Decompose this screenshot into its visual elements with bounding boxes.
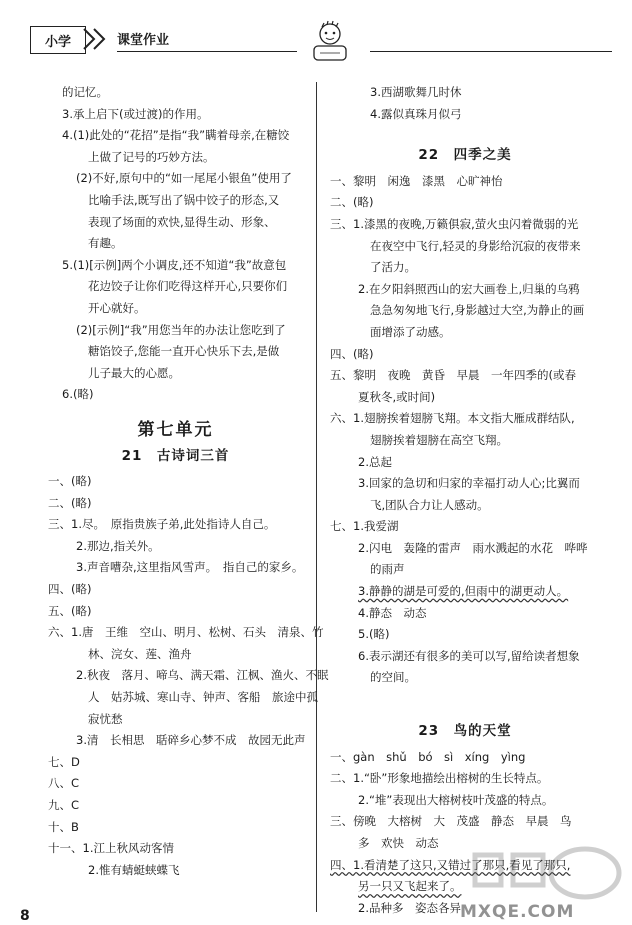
- answer-line: 六、1.唐 王维 空山、明月、松树、石头 清泉、竹: [48, 625, 324, 640]
- student-mascot-icon: [300, 20, 360, 64]
- answer-line: 四、(略): [330, 346, 374, 361]
- answer-line: 一、gàn shǔ bó sì xíng yìng: [330, 749, 526, 764]
- answer-line: 花边饺子让你们吃得这样开心,只要你们: [88, 279, 288, 294]
- answer-line: 2.惟有蜻蜓蛱蝶飞: [88, 862, 180, 877]
- answer-line: 三、傍晚 大榕树 大 茂盛 静态 早晨 鸟: [330, 814, 572, 829]
- underlined-answer: 3.静静的湖是可爱的,但雨中的湖更动人。: [358, 584, 569, 599]
- underlined-answer: 四、1.看清楚了这只,又错过了那只,看见了那只,: [330, 857, 571, 872]
- answer-line: 一、黎明 闲逸 漆黑 心旷神怡: [330, 173, 503, 188]
- answer-line: 3.承上启下(或过渡)的作用。: [62, 106, 209, 121]
- answer-line: 2.“堆”表现出大榕树枝叶茂盛的特点。: [358, 792, 554, 807]
- page-number: 8: [20, 908, 30, 924]
- watermark-text: MXQE.COM: [460, 902, 575, 922]
- answer-line: 人 姑苏城、寒山寺、钟声、客船 旅途中孤: [88, 690, 318, 705]
- underlined-answer: 另一只又飞起来了。: [358, 879, 462, 894]
- answer-line: 五、黎明 夜晚 黄昏 早晨 一年四季的(或春: [330, 368, 576, 383]
- answer-line: 面增添了动感。: [370, 324, 451, 339]
- answer-line: 二、(略): [330, 195, 374, 210]
- section-title: 23 鸟的天堂: [418, 723, 512, 740]
- answer-line: 十、B: [48, 819, 79, 834]
- answer-line: 糖馅饺子,您能一直开心快乐下去,是做: [88, 344, 280, 359]
- answer-line: 5.(略): [358, 627, 390, 642]
- answer-line: 一、(略): [48, 474, 92, 489]
- answer-line: 夏秋冬,或时间): [358, 389, 436, 404]
- section-title: 21 古诗词三首: [121, 447, 230, 464]
- answer-line: 六、1.翅膀挨着翅膀飞翔。本文指大雁成群结队,: [330, 411, 575, 426]
- answer-line: 4.静态 动态: [358, 605, 427, 620]
- answer-line: 表现了场面的欢快,显得生动、形象、: [88, 214, 276, 229]
- answer-line: 十一、1.江上秋风动客情: [48, 841, 174, 856]
- answer-line: 2.品种多 姿态各异: [358, 900, 461, 915]
- column-divider: [316, 82, 317, 912]
- answer-line: 2.总起: [358, 454, 392, 469]
- answer-line: 多 欢快 动态: [358, 836, 439, 850]
- answer-line: 五、(略): [48, 603, 92, 618]
- double-chevron-icon: [80, 26, 110, 52]
- answer-line: 的空间。: [370, 670, 416, 685]
- answer-line: 3.回家的急切和归家的幸福打动人心;比翼而: [358, 476, 580, 491]
- answer-line: 七、D: [48, 754, 80, 769]
- answer-line: (2)不好,原句中的“如一尾尾小银鱼”使用了: [76, 171, 292, 186]
- answer-line: 上做了记号的巧妙方法。: [88, 149, 215, 164]
- answer-line: 七、1.我爱湖: [330, 519, 399, 534]
- answer-line: 急急匆匆地飞行,身影越过大空,为静止的画: [370, 303, 585, 318]
- answer-line: 6.(略): [62, 387, 94, 402]
- answer-line: 九、C: [48, 798, 80, 812]
- answer-line: 儿子最大的心愿。: [88, 365, 180, 380]
- unit-title: 第七单元: [137, 419, 214, 440]
- left-column: [48, 82, 329, 881]
- answer-line: 3.清 长相思 聒碎乡心梦不成 故园无此声: [76, 733, 306, 748]
- header-rule-left: [117, 51, 297, 52]
- answer-line: 比喻手法,既写出了锅中饺子的形态,又: [88, 192, 280, 207]
- section-title: 22 四季之美: [418, 147, 512, 164]
- answer-line: 在夜空中飞行,轻灵的身影给沉寂的夜带来: [370, 238, 581, 253]
- answer-line: 二、(略): [48, 495, 92, 510]
- answer-line: [330, 581, 600, 603]
- answer-line: 2.闪电 轰隆的雷声 雨水溅起的水花 哗哗: [358, 540, 588, 555]
- answer-line: 翅膀挨着翅膀在高空飞翔。: [370, 432, 508, 447]
- answer-line: 林、浣女、莲、渔舟: [88, 646, 192, 661]
- answer-line: 八、C: [48, 776, 80, 791]
- answer-line: 寂忧愁: [88, 711, 123, 726]
- answer-line: 2.秋夜 落月、啼乌、满天霜、江枫、渔火、不眠: [76, 668, 329, 683]
- answer-line: 四、(略): [48, 582, 92, 597]
- answer-line: 2.那边,指关外。: [76, 538, 160, 553]
- answer-line: 3.声音嘈杂,这里指风雪声。 指自己的家乡。: [76, 560, 304, 575]
- answer-line: 三、1.尽。 原指贵族子弟,此处指诗人自己。: [48, 517, 276, 532]
- answer-line: (2)[示例]“我”用您当年的办法让您吃到了: [76, 322, 286, 337]
- answer-line: 3.西湖歌舞几时休: [370, 85, 462, 99]
- answer-line: 2.在夕阳斜照西山的宏大画卷上,归巢的乌鸦: [358, 281, 580, 296]
- header-label: 课堂作业: [117, 33, 170, 48]
- grade-tag: 小学: [30, 26, 86, 54]
- right-column: [330, 82, 600, 919]
- answer-line: 的雨声: [370, 562, 405, 577]
- answer-line: 有趣。: [88, 236, 123, 251]
- answer-line: 6.表示湖还有很多的美可以写,留给读者想象: [358, 648, 580, 663]
- page-header: [22, 20, 602, 60]
- answer-line: 二、1.“卧”形象地描绘出榕树的生长特点。: [330, 771, 549, 786]
- answer-line: 的记忆。: [62, 85, 108, 99]
- answer-line: 了活力。: [370, 260, 416, 275]
- header-rule-right: [370, 51, 612, 52]
- answer-line: 飞,团队合力让人感动。: [370, 497, 489, 512]
- answer-line: 三、1.漆黑的夜晚,万籁俱寂,萤火虫闪着微弱的光: [330, 216, 579, 231]
- answer-line: 开心就好。: [88, 300, 146, 315]
- answer-line: 4.(1)此处的“花招”是指“我”瞒着母亲,在糖饺: [62, 128, 290, 143]
- answer-line: 4.露似真珠月似弓: [370, 106, 462, 121]
- answer-line: 5.(1)[示例]两个小调皮,还不知道“我”故意包: [62, 257, 287, 272]
